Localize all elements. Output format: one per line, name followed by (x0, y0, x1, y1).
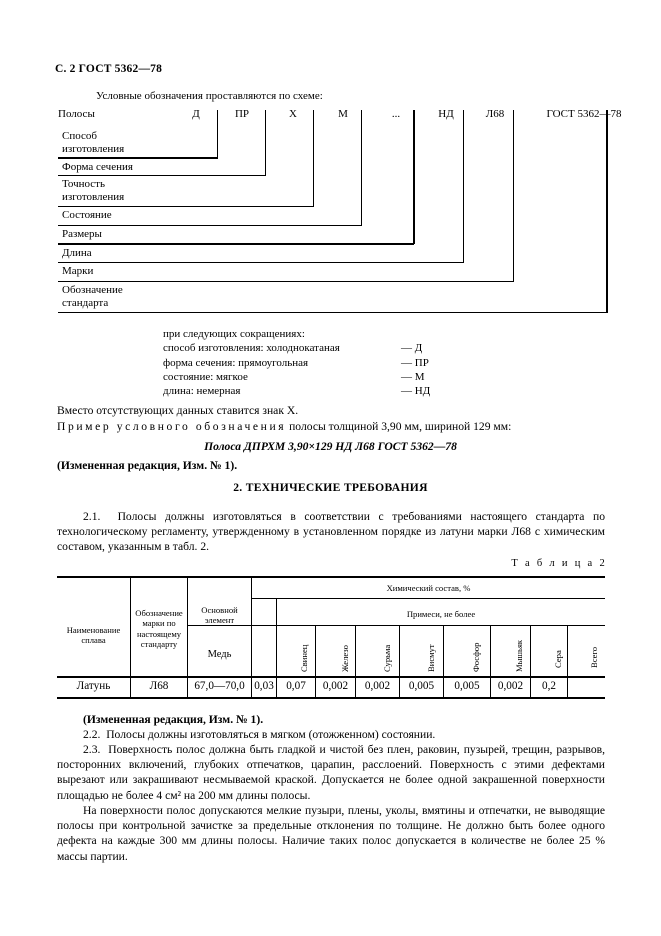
scheme-code-polosy: Полосы (58, 108, 95, 120)
paragraph-surface-defects (57, 803, 605, 864)
abbreviation-lead: при следующих сокращениях: (163, 328, 305, 340)
table-rule-impurities (276, 625, 605, 626)
scheme-rule-dimensions (58, 243, 414, 245)
example-label: Пример условного обозначения (57, 420, 287, 433)
scheme-code-m: М (338, 108, 348, 120)
revision-note-1: (Измененная редакция, Изм. № 1). (57, 459, 238, 472)
clause-2-3-number: 2.3. (83, 743, 101, 756)
scheme-rule-shape (58, 175, 266, 176)
scheme-label-precision: Точность изготовления (62, 178, 125, 203)
table-rule-chem-group (251, 598, 605, 599)
table-cell-lead: 0,03 (254, 680, 274, 692)
abbreviation-list (163, 327, 431, 398)
abbreviation-item-condition: состояние: мягкое — М (163, 370, 425, 383)
scheme-tick-standard (606, 110, 608, 313)
table-header-impurity-total: Всего (589, 646, 599, 668)
table-header-impurity-sulfur: Сера (553, 650, 563, 668)
table-caption: Т а б л и ц а 2 (511, 558, 607, 569)
table-cell-antimony: 0,002 (322, 680, 349, 692)
note-example-line (57, 419, 605, 434)
table-header-chem-group: Химический состав, % (386, 583, 471, 593)
clause-2-3-text: Поверхность полос должна быть гладкой и чистой без плен, раковин, пузырей, трещин, разрывов, посторонних включений, глубоких отпечатков, царапин, расслоений. Поверхность с этими дефектами вырезают или закрашивают несмываемой краской. Допускается не более одной закрашенной поверхности площадью не более 4 см² на 200 мм длины полосы. (57, 743, 606, 802)
scheme-tick-precision (313, 110, 314, 207)
scheme-tick-method (217, 110, 218, 158)
section-title: 2. ТЕХНИЧЕСКИЕ ТРЕБОВАНИЯ (233, 481, 428, 494)
scheme-code-gost: ГОСТ 5362—78 (546, 108, 622, 120)
table-cell-copper: 67,0—70,0 (194, 680, 245, 692)
abbreviation-item-shape: форма сечения: прямоугольная — ПР (163, 356, 429, 369)
abbreviation-item-length: длина: немерная — НД (163, 385, 431, 398)
scheme-tick-length (463, 110, 464, 263)
clause-2-1-number: 2.1. (83, 510, 101, 523)
revision-note-2: (Измененная редакция, Изм. № 1). (83, 713, 264, 726)
scheme-rule-precision (58, 206, 314, 207)
table-header-impurities: Примеси, не более (406, 609, 476, 619)
scheme-code-row (58, 108, 622, 125)
table-cell-bismuth: 0,002 (364, 680, 391, 692)
note-missing-data: Вместо отсутствующих данных ставится знак Х. (57, 404, 299, 417)
table-rule-head-bottom (57, 676, 605, 678)
scheme-rule-condition (58, 225, 362, 226)
scheme-tick-grades (513, 110, 514, 282)
table-header-alloy-name: Наименование сплава (66, 625, 121, 646)
scheme-label-dimensions: Размеры (62, 228, 102, 240)
clause-2-2-text: Полосы должны изготовляться в мягком (отожженном) состоянии. (106, 728, 436, 741)
clause-2-2-number: 2.2. (83, 728, 101, 741)
scheme-label-method: Способ изготовления (62, 130, 125, 155)
scheme-label-section-shape: Форма сечения (62, 161, 133, 173)
scheme-rule-grades (58, 281, 514, 282)
scheme-tick-dimensions (413, 110, 415, 244)
table-vrule-11 (567, 625, 568, 697)
table-header-impurity-iron: Железо (340, 645, 350, 672)
chemical-composition-table (57, 576, 605, 698)
table-cell-iron: 0,07 (286, 680, 306, 692)
table-cell-alloy: Латунь (76, 680, 111, 692)
table-header-impurity-arsenic: Мышьяк (514, 639, 524, 672)
table-vrule-2 (187, 576, 188, 697)
table-cell-sulfur: 0,002 (497, 680, 524, 692)
scheme-code-pr: ПР (234, 108, 250, 120)
designation-scheme (58, 108, 622, 309)
table-rule-bottom (57, 697, 605, 699)
scheme-tick-condition (361, 110, 362, 226)
table-header-impurity-phosphorus: Фосфор (471, 642, 481, 672)
scheme-rule-length (58, 262, 464, 263)
scheme-label-condition: Состояние (62, 209, 112, 221)
example-tail: полосы толщиной 3,90 мм, шириной 129 мм: (286, 420, 512, 433)
clause-2-3 (57, 742, 605, 803)
table-header-copper: Медь (207, 649, 232, 660)
table-cell-total: 0,2 (542, 680, 556, 692)
scheme-tick-shape (265, 110, 266, 176)
scheme-label-length: Длина (62, 247, 92, 259)
running-head: С. 2 ГОСТ 5362—78 (55, 63, 163, 75)
scheme-code-x: Х (289, 108, 297, 120)
intro-sentence: Условные обозначения проставляются по схеме: (96, 90, 323, 102)
scheme-code-dots: ... (391, 108, 401, 120)
abbreviation-item-method: способ изготовления: холоднокатаная — Д (163, 342, 423, 355)
clause-2-1 (57, 509, 605, 555)
clause-2-2 (57, 727, 605, 742)
scheme-label-standard-designation: Обозначение стандарта (62, 284, 123, 309)
table-rule-top (57, 576, 605, 578)
clause-2-1-text: Полосы должны изготовляться в соответствии с требованиями настоящего стандарта по технологическому регламенту, утвержденному в установленном порядке из латуни марки Л68 с химическим составом, указанным в табл. 2. (57, 510, 605, 554)
scheme-code-d: Д (192, 108, 200, 120)
table-header-impurity-antimony: Сурьма (382, 644, 392, 672)
scheme-rule-standard (58, 312, 607, 313)
table-cell-arsenic: 0,005 (454, 680, 480, 692)
table-header-impurity-lead: Свинец (299, 644, 309, 672)
scheme-code-nd: НД (438, 108, 454, 120)
table-cell-grade: Л68 (149, 680, 169, 692)
table-vrule-3 (251, 576, 252, 697)
table-header-basic-element: Основной элемент (201, 605, 238, 626)
example-designation: Полоса ДПРХМ 3,90×129 НД Л68 ГОСТ 5362—78 (204, 440, 457, 453)
scheme-label-grades: Марки (62, 265, 94, 277)
table-header-grade: Обозначение марки по настоящему стандарту (135, 608, 183, 650)
scheme-code-l68: Л68 (485, 108, 505, 120)
paragraph-surface-defects-text: На поверхности полос допускаются мелкие пузыри, плены, уколы, вмятины и отпечатки, не выводящие полосы при контрольной зачистке за предельные отклонения по толщине. Не должно быть более одного дефекта на каждые 300 мм длины полосы. Наличие таких полос допускается в количестве не более 25 % массы партии. (57, 804, 605, 863)
table-cell-phosphorus: 0,005 (408, 680, 435, 692)
table-header-impurity-bismuth: Висмут (426, 644, 436, 672)
scheme-rule-method (58, 157, 218, 159)
